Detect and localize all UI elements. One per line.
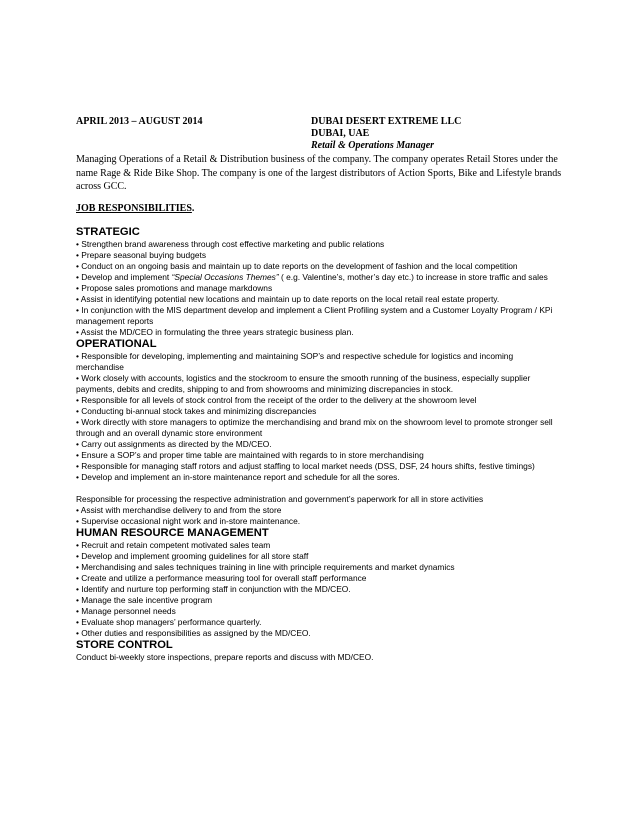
list-item-special-occasions: [76, 272, 556, 283]
list-item: • Develop and implement an in-store maintenance report and schedule for all the sores.: [76, 472, 400, 482]
list-item: • Conduct on an ongoing basis and maintain up to date reports on the development of fashion and the local competition: [76, 261, 518, 271]
employer-block: [311, 116, 461, 152]
responsibilities-body: [76, 226, 556, 663]
list-item: • Recruit and retain competent motivated sales team: [76, 540, 271, 550]
store-control-text: Conduct bi-weekly store inspections, prepare reports and discuss with MD/CEO.: [76, 652, 374, 662]
job-responsibilities-heading: [76, 203, 194, 214]
list-item: • Supervise occasional night work and in-store maintenance.: [76, 516, 301, 526]
list-item: • In conjunction with the MIS department develop and implement a Client Profiling system and a Customer Loyalty Program / KPi management reports: [76, 305, 553, 326]
spacer: [76, 483, 556, 494]
special-italic: “Special Occasions Themes”: [171, 272, 279, 282]
list-item: • Create and utilize a performance measuring tool for overall staff performance: [76, 573, 367, 583]
employment-dates: APRIL 2013 – AUGUST 2014: [76, 116, 203, 127]
list-item: • Responsible for developing, implementing and maintaining SOP’s and respective schedule for logistics and incoming merchandise: [76, 351, 514, 372]
section-title-hr: HUMAN RESOURCE MANAGEMENT: [76, 527, 269, 539]
company-summary: Managing Operations of a Retail & Distribution business of the company. The company operates Retail Stores under the name Rage & Ride Bike Shop. The company is one of the largest distributors of Action Sports, Bike and Lifestyle brands across GCC.: [76, 154, 562, 192]
job-responsibilities-suffix: .: [191, 203, 195, 214]
job-title: Retail & Operations Manager: [311, 140, 435, 151]
list-item: • Merchandising and sales techniques training in line with principle requirements and market dynamics: [76, 562, 455, 572]
section-title-operational: OPERATIONAL: [76, 338, 157, 350]
list-item: • Develop and implement grooming guidelines for all store staff: [76, 551, 309, 561]
job-responsibilities-label: JOB RESPONSIBILITIES: [76, 203, 192, 214]
company-name: DUBAI DESERT EXTREME LLC: [311, 116, 462, 127]
list-item: • Responsible for managing staff rotors and adjust staffing to local market needs (DSS, DSF, 24 hours shifts, festive timings): [76, 461, 535, 471]
list-item: • Carry out assignments as directed by the MD/CEO.: [76, 439, 272, 449]
job-header: [76, 116, 566, 152]
list-item: • Assist with merchandise delivery to and from the store: [76, 505, 282, 515]
list-item: • Conducting bi-annual stock takes and minimizing discrepancies: [76, 406, 317, 416]
section-title-strategic: STRATEGIC: [76, 226, 140, 238]
list-item: • Propose sales promotions and manage markdowns: [76, 283, 273, 293]
special-before: • Develop and implement: [76, 272, 172, 282]
list-item: • Strengthen brand awareness through cost effective marketing and public relations: [76, 239, 385, 249]
list-item: • Manage personnel needs: [76, 606, 176, 616]
list-item: • Other duties and responsibilities as assigned by the MD/CEO.: [76, 628, 311, 638]
list-item: • Identify and nurture top performing staff in conjunction with the MD/CEO.: [76, 584, 351, 594]
list-item: • Work directly with store managers to optimize the merchandising and brand mix on the showroom level to promote stronger sell through and an overall dynamic store environment: [76, 417, 553, 438]
list-item: • Manage the sale incentive program: [76, 595, 213, 605]
list-item: • Responsible for all levels of stock control from the receipt of the order to the delivery at the showroom level: [76, 395, 477, 405]
list-item: • Assist the MD/CEO in formulating the three years strategic business plan.: [76, 327, 354, 337]
section-title-store-control: STORE CONTROL: [76, 639, 173, 651]
list-item: • Assist in identifying potential new locations and maintain up to date reports on the local retail real estate property.: [76, 294, 500, 304]
company-location: DUBAI, UAE: [311, 128, 370, 139]
list-item: • Evaluate shop managers’ performance quarterly.: [76, 617, 262, 627]
admin-paragraph: Responsible for processing the respective administration and government’s paperwork for all in store activities: [76, 494, 484, 504]
special-after: ( e.g. Valentine’s, mother’s day etc.) to increase in store traffic and sales: [278, 272, 548, 282]
list-item: • Prepare seasonal buying budgets: [76, 250, 207, 260]
list-item: • Ensure a SOP’s and proper time table are maintained with regards to in store merchandising: [76, 450, 424, 460]
list-item: • Work closely with accounts, logistics and the stockroom to ensure the smooth running of the business, especially supplier payments, debits and credits, shipping to and from showrooms and minimizing discrepancies in stock.: [76, 373, 531, 394]
